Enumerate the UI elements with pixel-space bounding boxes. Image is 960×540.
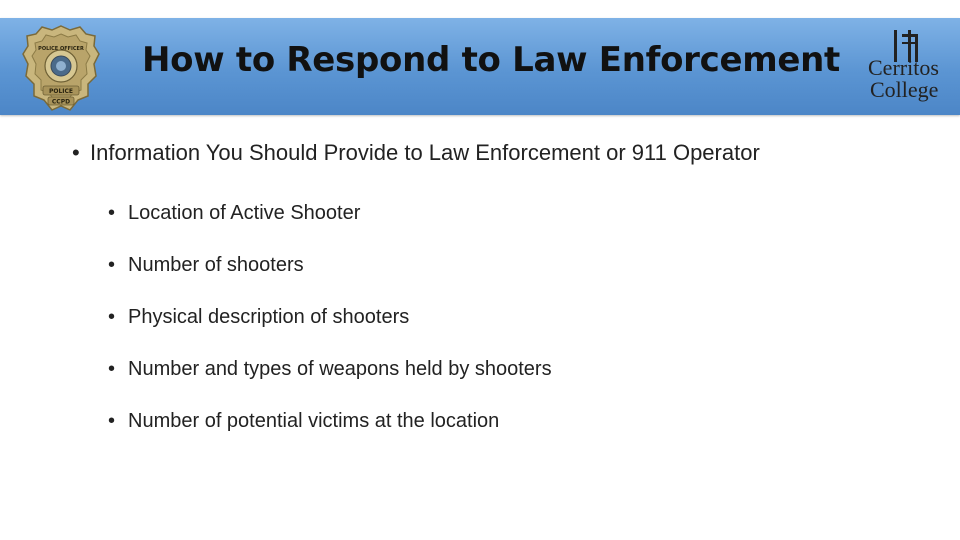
badge-rank-label: POLICE OFFICER [38,46,84,52]
sub-bullet [108,306,409,329]
sub-bullet-text: Number of shooters [128,254,304,276]
bullet-icon: • [108,410,116,432]
sub-bullet [108,410,499,433]
bullet-icon: • [72,140,80,165]
slide-title: How to Respond to Law Enforcement [142,40,840,80]
badge-agency-label: CCPD [51,98,71,106]
bullet-icon: • [108,254,116,276]
logo-text-line1: Cerritos [868,55,939,80]
sub-bullet-text: Location of Active Shooter [128,202,361,224]
bullet-icon: • [108,202,116,224]
logo-text-line2: College [870,77,939,102]
sub-bullet [108,358,552,381]
main-bullet-text: Information You Should Provide to Law Enforcement or 911 Operator [90,140,760,165]
sub-bullet-text: Physical description of shooters [128,306,410,328]
sub-bullet-text: Number and types of weapons held by shooters [128,358,552,380]
badge-label: POLICE [48,88,74,95]
sub-bullet-text: Number of potential victims at the location [128,410,500,432]
bullet-icon: • [108,306,116,328]
sub-bullet [108,254,304,277]
main-bullet [72,140,760,166]
sub-bullet [108,202,360,225]
bullet-icon: • [108,358,116,380]
